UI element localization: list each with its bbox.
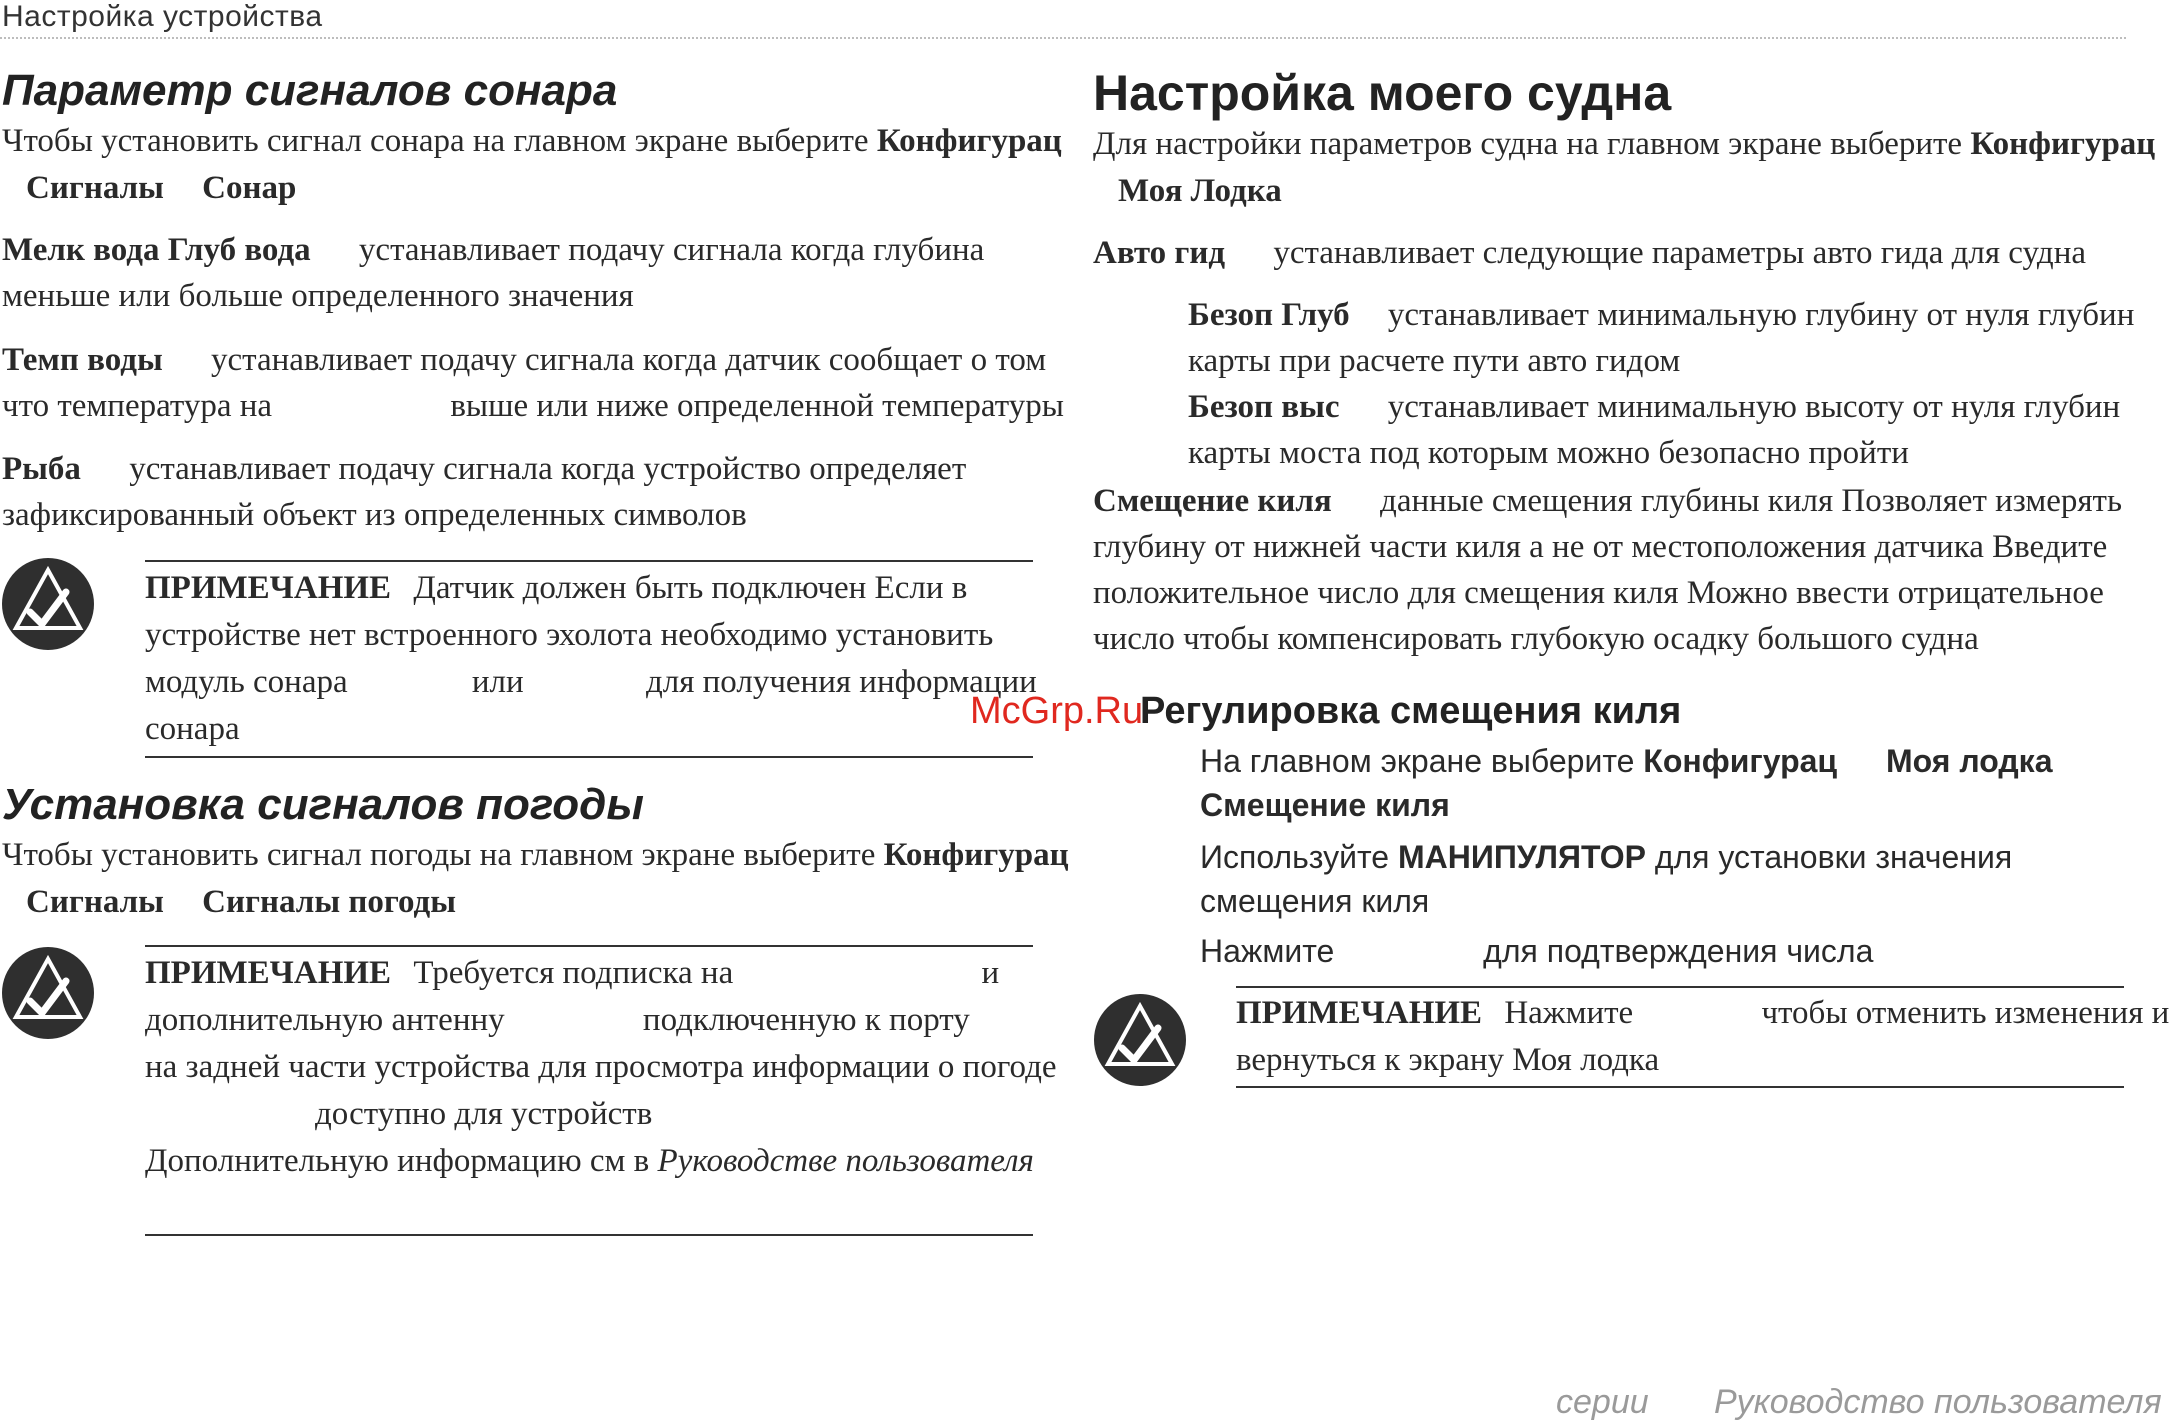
weather-note-text1b: и	[981, 955, 1000, 991]
boat-safe-depth-text: устанавливает минимальную глубину от нуля глубин	[1387, 297, 2135, 333]
sonar-intro-line2	[26, 165, 296, 211]
boat-keel-text3: положительное число для смещения киля Можно ввести отрицательное	[1093, 575, 2104, 611]
weather-note-text3: на задней части устройства для просмотра информации о погоде	[145, 1049, 1057, 1085]
page-header-title: Настройка устройства	[2, 0, 323, 33]
weather-note-line5	[145, 1138, 1034, 1184]
sonar-item-temp-line2	[2, 383, 1064, 429]
keel-step1-menu-keel: Смещение киля	[1200, 787, 1450, 823]
weather-intro-line2	[26, 879, 456, 925]
weather-note-text4: доступно для устройств	[315, 1096, 653, 1132]
keel-note-bottom-rule	[1236, 1086, 2124, 1088]
weather-intro-text: Чтобы установить сигнал погоды на главном экране выберите	[2, 837, 876, 873]
boat-safe-height	[1188, 384, 2120, 430]
sonar-note-line1	[145, 565, 967, 611]
boat-keel-text1: данные смещения глубины киля Позволяет измерять	[1380, 483, 2123, 519]
sonar-note-line3	[145, 659, 1037, 705]
weather-note-text1a: Требуется подписка на	[413, 955, 734, 991]
weather-section-title: Установка сигналов погоды	[2, 780, 644, 829]
sonar-note-bottom-rule	[145, 756, 1033, 758]
sonar-item-temp-text: устанавливает подачу сигнала когда датчик сообщает о том	[211, 342, 1047, 378]
keel-step2-line1	[1200, 834, 2012, 880]
keel-step2-joystick: МАНИПУЛЯТОР	[1397, 839, 1646, 875]
boat-section-title: Настройка моего судна	[1093, 65, 1672, 121]
weather-intro-menu-config: Конфигурац	[883, 837, 1069, 873]
boat-keel-text2: глубину от нижней части киля а не от местоположения датчика Введите	[1093, 529, 2108, 565]
sonar-item-fish	[2, 446, 966, 492]
boat-keel-label: Смещение киля	[1093, 483, 1332, 519]
weather-note-label: ПРИМЕЧАНИЕ	[145, 955, 392, 991]
sonar-item-temp-text2a: что температура на	[2, 388, 273, 424]
sonar-intro-menu-signals: Сигналы	[26, 170, 164, 206]
sonar-intro-text: Чтобы установить сигнал сонара на главном экране выберите	[2, 123, 869, 159]
sonar-intro-menu-sonar: Сонар	[202, 170, 297, 206]
sonar-intro-menu-config: Конфигурац	[876, 123, 1062, 159]
note-check-icon	[0, 945, 96, 1041]
boat-safe-height-text: устанавливает минимальную высоту от нуля глубин	[1387, 389, 2121, 425]
keel-step3-line	[1200, 928, 1873, 974]
footer-manual-title: Руководство пользователя	[1714, 1383, 2162, 1421]
note-check-icon	[0, 556, 96, 652]
keel-step3-text2: для подтверждения числа	[1483, 933, 1874, 969]
sonar-intro-line1	[2, 118, 1062, 164]
header-divider	[0, 37, 2126, 39]
keel-step2-text1: Используйте	[1200, 839, 1390, 875]
sonar-item-fish-text2: зафиксированный объект из определенных символов	[2, 497, 747, 533]
boat-safe-depth	[1188, 292, 2134, 338]
weather-note-text2a: дополнительную антенну	[145, 1002, 505, 1038]
sonar-item-depth-text2: меньше или больше определенного значения	[2, 278, 634, 314]
sonar-item-depth-label: Мелк вода Глуб вода	[2, 232, 311, 268]
weather-note-line1	[145, 950, 999, 996]
sonar-note-text2: устройстве нет встроенного эхолота необходимо установить	[145, 617, 994, 653]
sonar-item-fish-text: устанавливает подачу сигнала когда устройство определяет	[129, 451, 967, 487]
sonar-item-fish-label: Рыба	[2, 451, 81, 487]
sonar-note-text3a: модуль сонара	[145, 664, 348, 700]
boat-safe-height-label: Безоп выс	[1188, 389, 1340, 425]
keel-step1-line1	[1200, 738, 2052, 784]
footer-series: серии	[1556, 1383, 1649, 1421]
weather-note-bottom-rule	[145, 1234, 1033, 1236]
sonar-item-depth-text: устанавливает подачу сигнала когда глубина	[358, 232, 985, 268]
sonar-note-text4: сонара	[145, 711, 240, 747]
keel-note-text1b: чтобы отменить изменения и	[1761, 995, 2169, 1031]
keel-step2-text2: для установки значения	[1654, 839, 2013, 875]
weather-note-manual-ref: Руководстве пользователя	[657, 1143, 1034, 1179]
sonar-section-title: Параметр сигналов сонара	[2, 66, 618, 115]
keel-adjust-title: Регулировка смещения киля	[1140, 690, 1682, 732]
boat-intro-menu-myboat: Моя Лодка	[1118, 173, 1282, 209]
boat-auto-text: устанавливает следующие параметры авто гида для судна	[1273, 235, 2087, 271]
sonar-item-temp-label: Темп воды	[2, 342, 163, 378]
sonar-note-text3b: или	[471, 664, 524, 700]
boat-intro-line1	[1093, 121, 2155, 167]
keel-step1-menu-config: Конфигурац	[1643, 743, 1838, 779]
boat-keel-offset	[1093, 478, 2122, 524]
keel-note-text2: вернуться к экрану Моя лодка	[1236, 1042, 1660, 1078]
boat-safe-height-text2: карты моста под которым можно безопасно пройти	[1188, 435, 1909, 471]
boat-intro-text: Для настройки параметров судна на главном экране выберите	[1093, 126, 1963, 162]
weather-intro-menu-weather: Сигналы погоды	[202, 884, 457, 920]
keel-note-text1a: Нажмите	[1504, 995, 1634, 1031]
boat-auto-label: Авто гид	[1093, 235, 1226, 271]
note-check-icon	[1092, 992, 1188, 1088]
weather-note-line2	[145, 997, 970, 1043]
sonar-item-temp	[2, 337, 1046, 383]
boat-safe-depth-label: Безоп Глуб	[1188, 297, 1350, 333]
boat-auto-guide	[1093, 230, 2086, 276]
weather-note-text2b: подключенную к порту	[642, 1002, 970, 1038]
weather-intro-line1	[2, 832, 1069, 878]
sonar-note-top-rule	[145, 560, 1033, 562]
weather-intro-menu-signals: Сигналы	[26, 884, 164, 920]
keel-step3-text1: Нажмите	[1200, 933, 1335, 969]
boat-safe-depth-text2: карты при расчете пути авто гидом	[1188, 343, 1681, 379]
keel-note-top-rule	[1236, 986, 2124, 988]
weather-note-text5a: Дополнительную информацию см в	[145, 1143, 650, 1179]
sonar-item-temp-text2b: выше или ниже определенной температуры	[450, 388, 1064, 424]
watermark: McGrp.Ru	[970, 690, 1144, 732]
boat-intro-menu-config: Конфигурац	[1970, 126, 2156, 162]
keel-step1-text: На главном экране выберите	[1200, 743, 1635, 779]
keel-step1-menu-myboat: Моя лодка	[1885, 743, 2053, 779]
sonar-item-depth	[2, 227, 984, 273]
keel-note-label: ПРИМЕЧАНИЕ	[1236, 995, 1483, 1031]
sonar-note-text3c: для получения информации	[645, 664, 1037, 700]
weather-note-top-rule	[145, 945, 1033, 947]
keel-step2-text3: смещения киля	[1200, 883, 1430, 919]
sonar-note-text1: Датчик должен быть подключен Если в	[413, 570, 968, 606]
boat-keel-text4: число чтобы компенсировать глубокую осадку большого судна	[1093, 621, 1979, 657]
keel-note-line1	[1236, 990, 2169, 1036]
sonar-note-label: ПРИМЕЧАНИЕ	[145, 570, 392, 606]
